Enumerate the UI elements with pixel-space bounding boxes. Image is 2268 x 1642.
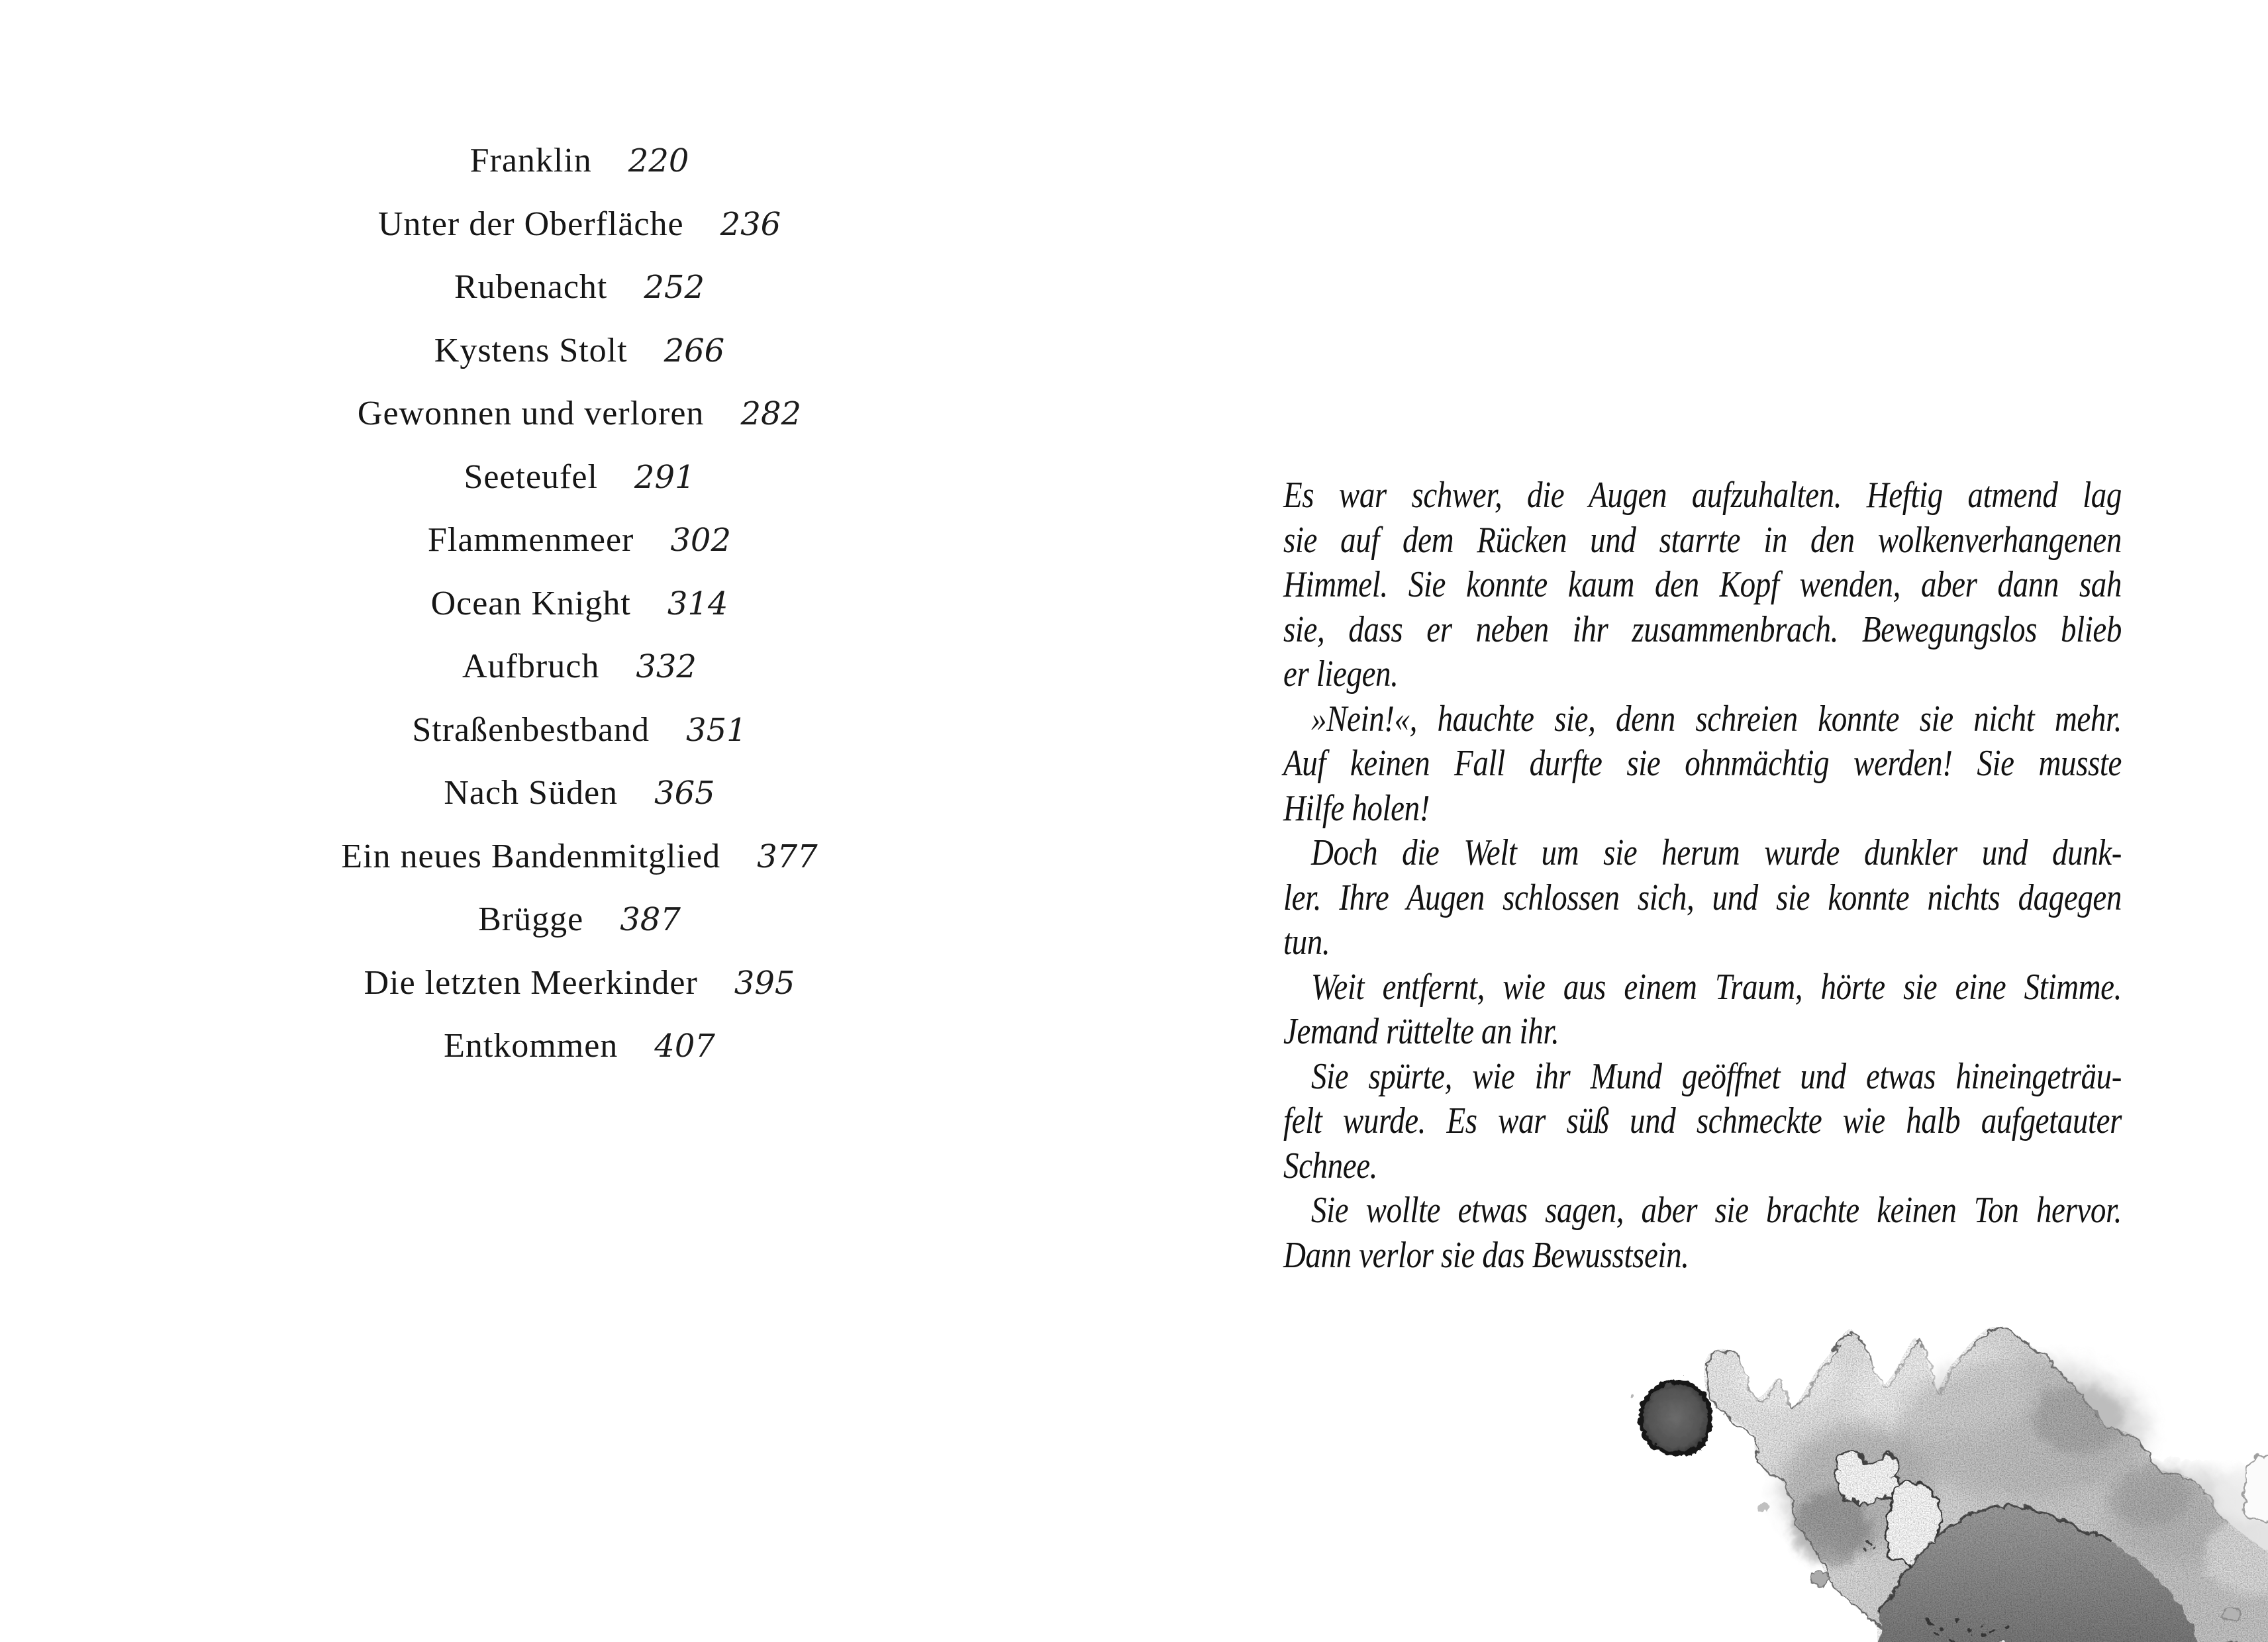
chapter-title: Ein neues Bandenmitglied	[341, 837, 721, 875]
chapter-page-number: 282	[740, 395, 802, 432]
chapter-title: Entkommen	[444, 1027, 618, 1065]
chapter-page-number: 266	[664, 332, 725, 369]
chapter-page-number: 365	[654, 775, 715, 812]
chapter-title: Flammenmeer	[428, 521, 634, 559]
text-line: Auf keinen Fall durfte sie ohnmächtig werden! Sie musste	[1283, 742, 2122, 785]
text-line: sie auf dem Rücken und starrte in den wolkenverhangenen	[1283, 519, 2122, 561]
text-line: Schnee.	[1283, 1145, 1378, 1186]
text-line: Weit entfernt, wie aus einem Traum, hörte sie eine Stimme.	[1311, 966, 2122, 1008]
chapter-page-number: 252	[644, 269, 705, 306]
chapter-title: Brügge	[478, 900, 584, 938]
chapter-title: Unter der Oberfläche	[377, 205, 684, 243]
text-line: Es war schwer, die Augen aufzuhalten. Heftig atmend lag	[1283, 474, 2122, 516]
text-line: Hilfe holen!	[1283, 787, 1430, 829]
chapter-page-number: 302	[670, 522, 731, 559]
text-line: Jemand rüttelte an ihr.	[1283, 1010, 1559, 1053]
chapter-title: Ocean Knight	[430, 584, 631, 622]
chapter-page-number: 395	[734, 964, 795, 1002]
chapter-page-number: 387	[620, 901, 681, 938]
toc-entry	[0, 699, 1159, 762]
chapter-text	[1283, 473, 2122, 1278]
text-line: felt wurde. Es war süß und schmeckte wie halb aufgetauter	[1283, 1100, 2122, 1142]
text-line: tun.	[1283, 921, 1330, 963]
toc-entry	[0, 1014, 1159, 1078]
chapter-page-number: 314	[667, 585, 728, 622]
text-line: Sie wollte etwas sagen, aber sie brachte keinen Ton hervor.	[1311, 1189, 2122, 1232]
chapter-title: Seeteufel	[464, 458, 598, 496]
text-line: ler. Ihre Augen schlossen sich, und sie konnte nichts dagegen	[1283, 877, 2122, 918]
chapter-title: Franklin	[469, 142, 592, 179]
text-line: »Nein!«, hauchte sie, denn schreien konnte sie nicht mehr.	[1311, 698, 2122, 740]
chapter-title: Kystens Stolt	[434, 331, 628, 369]
toc-entry	[0, 319, 1159, 383]
toc-entry	[0, 382, 1159, 446]
text-line: sie, dass er neben ihr zusammenbrach. Bewegungslos blieb	[1283, 608, 2122, 650]
text-line: er liegen.	[1283, 653, 1399, 695]
toc-entry	[0, 129, 1159, 193]
chapter-title: Rubenacht	[454, 268, 608, 306]
chapter-page-number: 291	[634, 458, 695, 496]
toc-entry	[0, 572, 1159, 636]
text-line: Sie spürte, wie ihr Mund geöffnet und etwas hineingeträu-	[1311, 1055, 2122, 1097]
toc-entry	[0, 256, 1159, 319]
ink-blot-outline-lobe	[2242, 1453, 2268, 1520]
toc-entry	[0, 635, 1159, 699]
chapter-page-number: 377	[757, 838, 818, 875]
toc-entry	[0, 193, 1159, 256]
chapter-title: Gewonnen und verloren	[357, 395, 705, 432]
chapter-page-number: 407	[654, 1028, 715, 1065]
chapter-title: Nach Süden	[444, 774, 618, 812]
toc-entry	[0, 761, 1159, 825]
chapter-title: Die letzten Meerkinder	[364, 963, 698, 1002]
ink-blot-dark-drop	[1639, 1380, 1708, 1453]
text-line: Himmel. Sie konnte kaum den Kopf wenden, aber dann sah	[1283, 563, 2122, 606]
text-line: Dann verlor sie das Bewusstsein.	[1283, 1234, 1689, 1276]
table-of-contents	[0, 129, 1159, 1078]
toc-entry	[0, 951, 1159, 1015]
toc-entry	[0, 508, 1159, 572]
ink-blot-illustration	[1583, 1294, 2268, 1642]
toc-entry	[0, 446, 1159, 509]
toc-entry	[0, 888, 1159, 951]
chapter-page-number: 220	[628, 142, 689, 179]
chapter-page-number: 332	[636, 648, 697, 685]
text-line: Doch die Welt um sie herum wurde dunkler und dunk-	[1311, 832, 2122, 874]
chapter-title: Straßenbestband	[412, 710, 650, 749]
chapter-title: Aufbruch	[462, 648, 600, 685]
toc-entry	[0, 825, 1159, 889]
chapter-page-number: 351	[686, 711, 747, 749]
chapter-page-number: 236	[720, 205, 781, 243]
